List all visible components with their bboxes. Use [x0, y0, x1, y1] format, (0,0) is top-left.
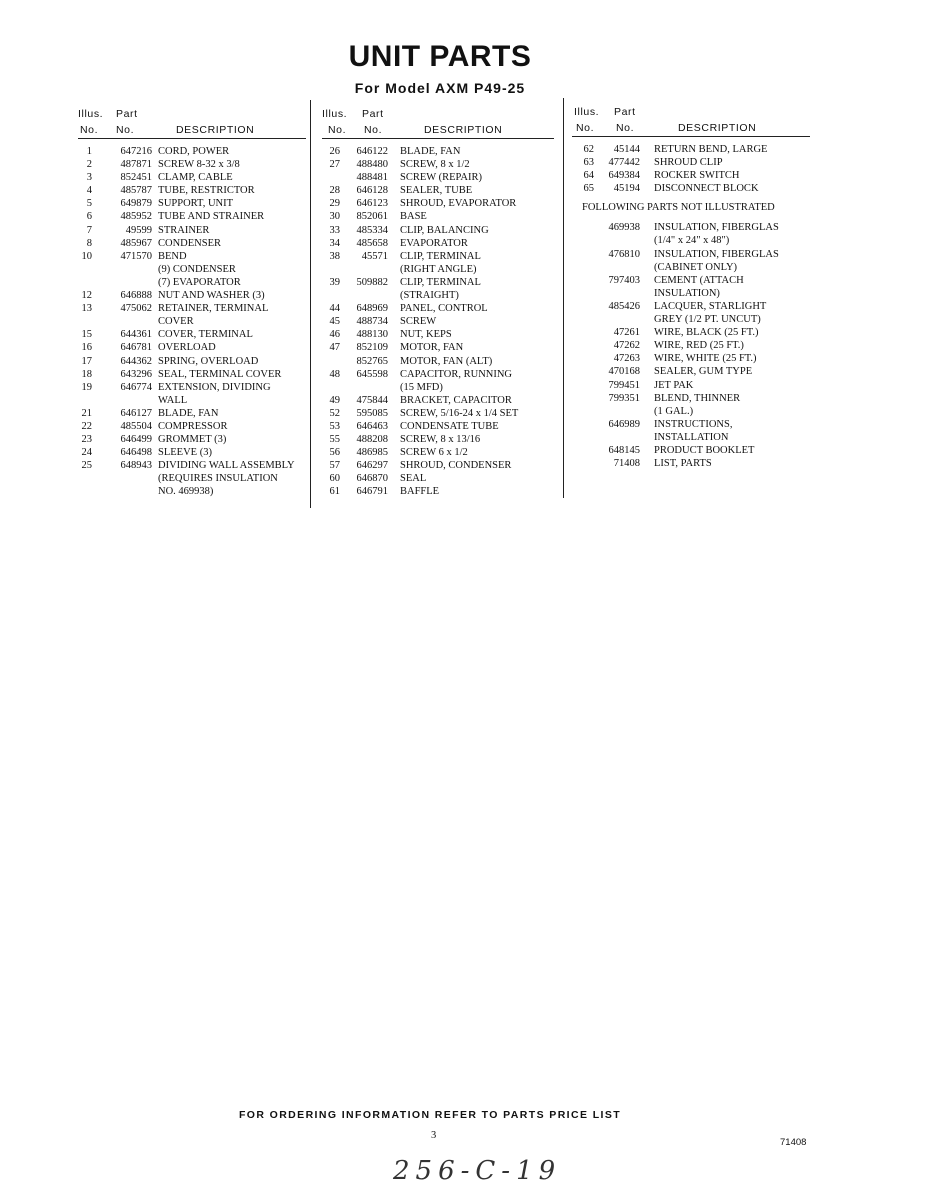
part-description: (15 MFD)	[400, 381, 443, 393]
illus-number: 44	[329, 303, 340, 315]
illus-number: 2	[86, 159, 92, 171]
part-number: 469938	[608, 222, 640, 234]
illus-number: 52	[329, 407, 340, 419]
table-row	[78, 250, 306, 263]
part-description: (1 GAL.)	[654, 405, 694, 417]
parts-list	[572, 143, 810, 195]
part-description: (9) CONDENSER	[158, 263, 236, 275]
part-description: COVER	[158, 316, 194, 328]
part-description: LIST, PARTS	[654, 458, 712, 470]
column-divider	[563, 98, 564, 498]
part-description: NUT AND WASHER (3)	[158, 290, 265, 302]
part-description: (7) EVAPORATOR	[158, 276, 241, 288]
illus-number: 3	[86, 172, 92, 184]
table-row	[322, 237, 554, 250]
part-description: DISCONNECT BLOCK	[654, 183, 759, 195]
table-row	[572, 300, 810, 313]
illus-number: 12	[81, 290, 92, 302]
illus-number: 4	[86, 185, 92, 197]
part-description: TUBE, RESTRICTOR	[158, 185, 255, 197]
illus-number: 55	[329, 434, 340, 446]
illus-number: 17	[81, 355, 92, 367]
part-description: STRAINER	[158, 224, 210, 236]
part-description: SEALER, TUBE	[400, 185, 473, 197]
part-description: SHROUD, CONDENSER	[400, 460, 512, 472]
page-number: 3	[431, 1130, 437, 1141]
table-row	[572, 313, 810, 326]
part-number: 648969	[356, 303, 388, 315]
table-row	[78, 197, 306, 210]
table-row	[322, 158, 554, 171]
table-row	[572, 431, 810, 444]
header-no-part: No.	[616, 122, 635, 134]
table-row	[78, 446, 306, 459]
part-description: SCREW, 8 x 13/16	[400, 434, 481, 446]
table-row	[322, 263, 554, 276]
table-row	[322, 328, 554, 341]
part-description: INSULATION)	[654, 287, 720, 299]
part-description: RETURN BEND, LARGE	[654, 144, 768, 155]
illus-number: 19	[81, 381, 92, 393]
table-row	[78, 171, 306, 184]
illus-number: 6	[86, 211, 92, 223]
part-description: WIRE, RED (25 FT.)	[654, 340, 744, 352]
illus-number: 5	[86, 198, 92, 210]
table-row	[78, 355, 306, 368]
page-title: UNIT PARTS	[348, 40, 532, 73]
table-row	[572, 457, 810, 470]
table-row	[322, 224, 554, 237]
illus-number: 56	[329, 447, 340, 459]
part-number: 45144	[613, 144, 640, 155]
table-row	[78, 289, 306, 302]
header-no: No.	[328, 124, 347, 136]
illus-number: 8	[86, 237, 92, 249]
part-number: 485504	[120, 420, 152, 432]
part-description: BLADE, FAN	[158, 407, 219, 419]
part-number: 477442	[608, 157, 640, 169]
table-row	[78, 224, 306, 237]
part-description: SUPPORT, UNIT	[158, 198, 234, 210]
part-description: SEAL, TERMINAL COVER	[158, 368, 282, 380]
part-description: SPRING, OVERLOAD	[158, 355, 259, 367]
part-description: CONDENSER	[158, 237, 222, 249]
part-description: SHROUD CLIP	[654, 157, 723, 169]
table-row	[78, 341, 306, 354]
illus-number: 10	[81, 250, 92, 262]
part-number: 485952	[120, 211, 152, 223]
illus-number: 1	[86, 146, 92, 157]
illus-number: 18	[81, 368, 92, 380]
parts-list	[322, 145, 554, 499]
part-description: INSTALLATION	[654, 431, 729, 443]
part-description: SCREW	[400, 316, 437, 328]
illus-number: 46	[329, 329, 340, 341]
parts-column-3	[572, 104, 810, 470]
part-description: NUT, KEPS	[400, 329, 452, 341]
illus-number: 13	[81, 303, 92, 315]
part-description: COMPRESSOR	[158, 420, 228, 432]
table-row	[572, 379, 810, 392]
part-description: WIRE, WHITE (25 FT.)	[654, 353, 757, 365]
table-row	[322, 433, 554, 446]
table-row	[78, 184, 306, 197]
part-description: (REQUIRES INSULATION	[158, 473, 278, 485]
table-row	[322, 459, 554, 472]
part-number: 646463	[356, 420, 388, 432]
part-number: 852765	[356, 355, 388, 367]
illus-number: 22	[81, 420, 92, 432]
part-description: BRACKET, CAPACITOR	[400, 394, 512, 406]
part-number: 648943	[120, 460, 152, 472]
table-row	[322, 145, 554, 158]
part-description: (STRAIGHT)	[400, 290, 459, 302]
part-description: WIRE, BLACK (25 FT.)	[654, 327, 759, 339]
section-heading: FOLLOWING PARTS NOT ILLUSTRATED	[582, 202, 775, 214]
illus-number: 25	[81, 460, 92, 472]
part-description: CONDENSATE TUBE	[400, 420, 499, 432]
illus-number: 53	[329, 420, 340, 432]
part-description: SCREW 6 x 1/2	[400, 447, 468, 459]
illus-number: 28	[329, 185, 340, 197]
part-number: 645598	[356, 368, 388, 380]
table-row	[78, 210, 306, 223]
part-description: SCREW, 5/16-24 x 1/4 SET	[400, 407, 519, 419]
part-number: 646128	[356, 185, 388, 197]
table-row	[572, 287, 810, 300]
illus-number: 24	[81, 447, 92, 459]
part-description: EXTENSION, DIVIDING	[158, 381, 271, 393]
table-row	[572, 352, 810, 365]
part-description: PRODUCT BOOKLET	[654, 444, 755, 456]
table-row	[572, 365, 810, 378]
document-id: 71408	[780, 1137, 807, 1148]
column-header	[78, 104, 306, 139]
part-description: SEALER, GUM TYPE	[654, 366, 753, 378]
table-row	[78, 237, 306, 250]
table-row	[322, 184, 554, 197]
part-number: 485967	[120, 237, 152, 249]
header-illus: Illus.	[78, 108, 104, 120]
part-number: 71408	[613, 458, 640, 470]
part-description: CAPACITOR, RUNNING	[400, 368, 513, 380]
part-number: 47262	[613, 340, 640, 352]
table-row	[572, 156, 810, 169]
table-row	[572, 339, 810, 352]
part-number: 509882	[356, 276, 388, 288]
illus-number: 29	[329, 198, 340, 210]
header-part: Part	[614, 106, 636, 118]
table-row	[78, 302, 306, 315]
table-row	[78, 472, 306, 485]
table-row	[572, 261, 810, 274]
part-description: ROCKER SWITCH	[654, 170, 740, 182]
illus-number: 62	[583, 144, 594, 155]
table-row	[78, 407, 306, 420]
part-number: 646888	[120, 290, 152, 302]
parts-list-not-illustrated	[572, 221, 810, 470]
table-row	[572, 274, 810, 287]
part-description: RETAINER, TERMINAL	[158, 303, 269, 315]
part-description: COVER, TERMINAL	[158, 329, 253, 341]
part-number: 646123	[356, 198, 388, 210]
table-row	[322, 302, 554, 315]
header-illus: Illus.	[574, 106, 600, 118]
table-row	[322, 289, 554, 302]
table-row	[322, 485, 554, 498]
part-number: 649879	[120, 198, 152, 210]
part-number: 649384	[608, 170, 640, 182]
table-row	[572, 418, 810, 431]
part-description: DIVIDING WALL ASSEMBLY	[158, 460, 295, 472]
part-number: 647216	[120, 146, 152, 157]
part-description: (1/4" x 24" x 48")	[654, 235, 730, 247]
table-row	[78, 276, 306, 289]
table-row	[322, 250, 554, 263]
header-description: DESCRIPTION	[678, 122, 757, 134]
part-description: EVAPORATOR	[400, 237, 468, 249]
part-number: 485658	[356, 237, 388, 249]
part-description: BLADE, FAN	[400, 146, 461, 157]
part-description: LACQUER, STARLIGHT	[654, 300, 767, 312]
table-row	[322, 381, 554, 394]
part-description: CEMENT (ATTACH	[654, 274, 744, 286]
parts-column-1	[78, 104, 306, 499]
illus-number: 65	[583, 183, 594, 195]
header-illus: Illus.	[322, 108, 348, 120]
table-row	[78, 368, 306, 381]
part-number: 595085	[356, 407, 388, 419]
table-row	[322, 394, 554, 407]
illus-number: 15	[81, 329, 92, 341]
part-description: CLAMP, CABLE	[158, 172, 233, 184]
illus-number: 26	[329, 146, 340, 157]
illus-number: 61	[329, 486, 340, 498]
header-no: No.	[80, 124, 99, 136]
table-row	[572, 405, 810, 418]
illus-number: 63	[583, 157, 594, 169]
part-number: 47263	[613, 353, 640, 365]
table-row	[322, 420, 554, 433]
illus-number: 60	[329, 473, 340, 485]
table-row	[78, 328, 306, 341]
parts-column-2	[322, 104, 554, 499]
header-description: DESCRIPTION	[424, 124, 503, 136]
part-number: 644361	[120, 329, 152, 341]
part-number: 471570	[120, 250, 152, 262]
part-description: NO. 469938)	[158, 486, 214, 498]
part-number: 644362	[120, 355, 152, 367]
part-number: 646870	[356, 473, 388, 485]
part-number: 488208	[356, 434, 388, 446]
part-number: 648145	[608, 444, 640, 456]
table-row	[78, 381, 306, 394]
part-number: 485787	[120, 185, 152, 197]
illus-number: 48	[329, 368, 340, 380]
column-header	[322, 104, 554, 139]
part-number: 486985	[356, 447, 388, 459]
table-row	[78, 433, 306, 446]
part-number: 799351	[608, 392, 640, 404]
part-number: 485426	[608, 300, 640, 312]
part-number: 487871	[120, 159, 152, 171]
table-row	[322, 407, 554, 420]
table-row	[572, 182, 810, 195]
part-description: SCREW 8-32 x 3/8	[158, 159, 240, 171]
part-description: OVERLOAD	[158, 342, 216, 354]
table-row	[78, 315, 306, 328]
table-row	[78, 394, 306, 407]
column-divider	[310, 100, 311, 508]
part-description: BLEND, THINNER	[654, 392, 741, 404]
part-number: 45194	[613, 183, 640, 195]
part-description: WALL	[158, 394, 188, 406]
part-number: 646781	[120, 342, 152, 354]
part-number: 646498	[120, 447, 152, 459]
part-description: BASE	[400, 211, 427, 223]
part-number: 475844	[356, 394, 388, 406]
part-number: 852061	[356, 211, 388, 223]
illus-number: 23	[81, 434, 92, 446]
part-description: GROMMET (3)	[158, 434, 227, 446]
table-row	[322, 276, 554, 289]
part-number: 643296	[120, 368, 152, 380]
part-description: INSULATION, FIBERGLAS	[654, 248, 779, 260]
table-row	[78, 459, 306, 472]
table-row	[78, 420, 306, 433]
header-description: DESCRIPTION	[176, 124, 255, 136]
part-number: 797403	[608, 274, 640, 286]
part-number: 470168	[608, 366, 640, 378]
illus-number: 34	[329, 237, 340, 249]
model-subtitle: For Model AXM P49-25	[354, 80, 526, 96]
table-row	[78, 145, 306, 158]
illus-number: 57	[329, 460, 340, 472]
illus-number: 30	[329, 211, 340, 223]
part-number: 47261	[613, 327, 640, 339]
part-description: SEAL	[400, 473, 427, 485]
part-number: 646499	[120, 434, 152, 446]
part-description: GREY (1/2 PT. UNCUT)	[654, 314, 761, 326]
part-description: SCREW (REPAIR)	[400, 172, 482, 184]
table-row	[78, 158, 306, 171]
part-number: 646297	[356, 460, 388, 472]
table-row	[572, 392, 810, 405]
part-number: 646989	[608, 418, 640, 430]
table-row	[572, 221, 810, 234]
table-row	[572, 169, 810, 182]
part-description: (CABINET ONLY)	[654, 261, 738, 273]
part-description: JET PAK	[654, 379, 694, 391]
column-header	[572, 104, 810, 137]
part-number: 45571	[361, 250, 388, 262]
table-row	[78, 485, 306, 498]
table-row	[572, 143, 810, 156]
part-description: TUBE AND STRAINER	[158, 211, 265, 223]
table-row	[322, 472, 554, 485]
part-number: 646122	[356, 146, 388, 157]
illus-number: 27	[329, 159, 340, 171]
table-row	[322, 210, 554, 223]
part-number: 476810	[608, 248, 640, 260]
illus-number: 38	[329, 250, 340, 262]
part-description: CLIP, TERMINAL	[400, 276, 481, 288]
illus-number: 33	[329, 224, 340, 236]
illus-number: 47	[329, 342, 340, 354]
illus-number: 64	[583, 170, 594, 182]
part-number: 488481	[356, 172, 388, 184]
part-number: 475062	[120, 303, 152, 315]
illus-number: 21	[81, 407, 92, 419]
part-number: 488734	[356, 316, 388, 328]
part-description: MOTOR, FAN	[400, 342, 464, 354]
part-description: PANEL, CONTROL	[400, 303, 488, 315]
table-row	[322, 355, 554, 368]
header-no-part: No.	[116, 124, 135, 136]
table-row	[572, 326, 810, 339]
part-description: INSULATION, FIBERGLAS	[654, 222, 779, 234]
illus-number: 39	[329, 276, 340, 288]
part-number: 488130	[356, 329, 388, 341]
part-description: BAFFLE	[400, 486, 440, 498]
header-no: No.	[576, 122, 595, 134]
part-number: 799451	[608, 379, 640, 391]
illus-number: 7	[86, 224, 92, 236]
part-description: CORD, POWER	[158, 146, 230, 157]
part-number: 646127	[120, 407, 152, 419]
part-description: BEND	[158, 250, 187, 262]
table-row	[322, 171, 554, 184]
part-description: SCREW, 8 x 1/2	[400, 159, 470, 171]
header-part: Part	[116, 108, 138, 120]
part-number: 646791	[356, 486, 388, 498]
table-row	[572, 234, 810, 247]
table-row	[322, 446, 554, 459]
table-row	[322, 315, 554, 328]
part-description: SHROUD, EVAPORATOR	[400, 198, 517, 210]
illus-number: 45	[329, 316, 340, 328]
header-no-part: No.	[364, 124, 383, 136]
part-number: 852109	[356, 342, 388, 354]
part-number: 646774	[120, 381, 152, 393]
table-row	[572, 248, 810, 261]
table-row	[78, 263, 306, 276]
table-row	[572, 444, 810, 457]
part-description: (RIGHT ANGLE)	[400, 263, 477, 275]
part-description: MOTOR, FAN (ALT)	[400, 355, 493, 367]
part-description: CLIP, BALANCING	[400, 224, 489, 236]
table-row	[322, 341, 554, 354]
part-description: CLIP, TERMINAL	[400, 250, 481, 262]
part-number: 488480	[356, 159, 388, 171]
illus-number: 49	[329, 394, 340, 406]
part-number: 852451	[120, 172, 152, 184]
part-number: 49599	[125, 224, 152, 236]
parts-list	[78, 145, 306, 499]
part-description: INSTRUCTIONS,	[654, 418, 733, 430]
table-row	[322, 197, 554, 210]
handwritten-note: 256-C-19	[393, 1156, 562, 1186]
header-part: Part	[362, 108, 384, 120]
table-row	[322, 368, 554, 381]
part-number: 485334	[356, 224, 388, 236]
ordering-note: FOR ORDERING INFORMATION REFER TO PARTS PRICE LIST	[238, 1109, 622, 1121]
part-description: SLEEVE (3)	[158, 447, 212, 459]
illus-number: 16	[81, 342, 92, 354]
